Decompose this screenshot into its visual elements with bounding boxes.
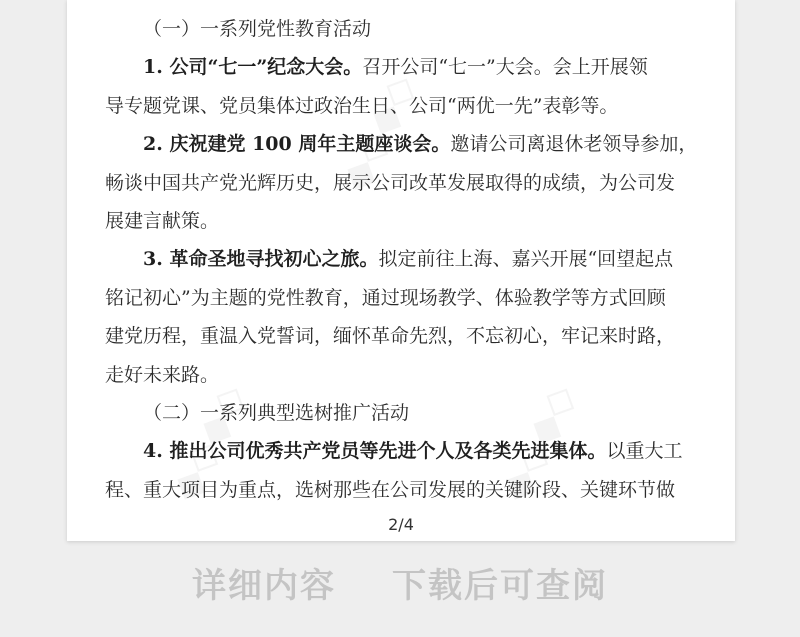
item-text: 召开公司“七一”大会。会上开展领 xyxy=(362,56,648,79)
download-hint-label: 下载后可查阅 xyxy=(392,566,608,606)
paragraph-line: 畅谈中国共产党光辉历史，展示公司改革发展取得的成绩，为公司发 xyxy=(105,171,676,194)
paragraph-first-line xyxy=(105,240,697,278)
paragraph-line: 程、重大项目为重点，选树那些在公司发展的关键阶段、关键环节做 xyxy=(105,478,676,501)
item-text: 拟定前往上海、嘉兴开展“回望起点 xyxy=(378,248,674,271)
item-text: 以重大工 xyxy=(606,440,683,463)
paragraph-line: 走好未来路。 xyxy=(105,363,220,386)
paragraph-line: 展建言献策。 xyxy=(105,209,220,232)
document-page xyxy=(67,0,735,541)
section-heading: （一）一系列党性教育活动 xyxy=(143,18,372,40)
paragraph-first-line xyxy=(105,432,697,470)
download-prompt xyxy=(0,558,800,608)
paragraph-line: 铭记初心”为主题的党性教育，通过现场教学、体验教学等方式回顾 xyxy=(105,286,666,309)
paragraph-line: 建党历程，重温入党誓词，缅怀革命先烈，不忘初心，牢记来时路， xyxy=(105,325,676,348)
item-text: 邀请公司离退休老领导参加， xyxy=(450,133,697,156)
item-title: 3. 革命圣地寻找初心之旅。 xyxy=(143,248,379,271)
paragraph-first-line xyxy=(105,48,697,86)
item-title: 1. 公司“七一”纪念大会。 xyxy=(143,56,363,79)
section-heading: （二）一系列典型选树推广活动 xyxy=(143,401,410,424)
page-number: 2/4 xyxy=(388,515,414,534)
item-title: 2. 庆祝建党 100 周年主题座谈会。 xyxy=(143,133,451,156)
paragraph-first-line xyxy=(105,125,697,163)
details-label: 详细内容 xyxy=(192,566,336,606)
paragraph-line: 导专题党课、党员集体过政治生日、公司“两优一先”表彰等。 xyxy=(105,94,619,117)
item-title: 4. 推出公司优秀共产党员等先进个人及各类先进集体。 xyxy=(143,440,607,463)
document-content xyxy=(105,10,697,509)
